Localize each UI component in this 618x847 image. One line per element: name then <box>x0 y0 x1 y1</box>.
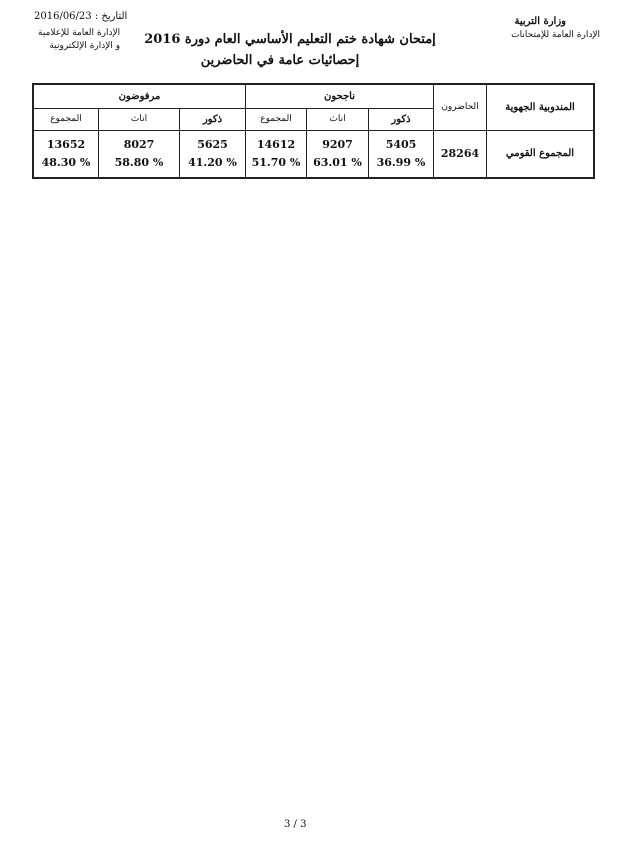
passed-female-value: 9207 <box>322 137 353 151</box>
rejected-female-header: اناث <box>99 108 180 130</box>
rejected-female-percent: 58.80 % <box>114 155 164 169</box>
rejected-group-header: مرفوضون <box>33 84 246 108</box>
table-row <box>33 130 594 178</box>
row-label-national-total: المجموع القومي <box>487 130 595 178</box>
passed-total-value: 14612 <box>256 137 296 151</box>
region-column-header: المندوبية الجهوية <box>487 84 595 130</box>
rejected-male-value: 5625 <box>197 137 228 151</box>
page-title: إمتحان شهادة ختم التعليم الأساسي العام دورة 2016 <box>144 32 436 47</box>
passed-female-cell <box>307 130 369 178</box>
rejected-female-value: 8027 <box>123 137 155 151</box>
passed-female-header: اناث <box>307 108 369 130</box>
statistics-table <box>32 83 595 179</box>
issuing-department-line2: و الإدارة الإلكترونية <box>49 41 121 51</box>
passed-female-percent: 63.01 % <box>313 155 362 169</box>
passed-group-header: ناجحون <box>246 84 434 108</box>
rejected-male-cell <box>180 130 246 178</box>
issuing-department <box>38 27 120 53</box>
rejected-total-value: 13652 <box>46 137 86 151</box>
report-date: التاريخ : 2016/06/23 <box>34 11 128 22</box>
page-number: 3 / 3 <box>284 819 307 830</box>
passed-total-percent: 51.70 % <box>251 155 301 169</box>
exams-department: الإدارة العامة للإمتحانات <box>511 30 600 40</box>
issuing-department-line1: الإدارة العامة للإعلامية <box>38 28 121 38</box>
rejected-male-header: ذكور <box>180 108 246 130</box>
passed-male-percent: 36.99 % <box>376 155 426 169</box>
rejected-male-percent: 41.20 % <box>188 155 237 169</box>
passed-male-cell <box>369 130 434 178</box>
passed-male-value: 5405 <box>385 137 417 151</box>
passed-total-cell <box>246 130 307 178</box>
rejected-total-header: المجموع <box>33 108 99 130</box>
ministry-name: وزارة التربية <box>514 16 566 27</box>
page-subtitle: إحصائيات عامة في الحاضرين <box>200 53 360 68</box>
rejected-total-cell <box>33 130 99 178</box>
present-count-cell: 28264 <box>434 130 487 178</box>
passed-male-header: ذكور <box>369 108 434 130</box>
passed-total-header: المجموع <box>246 108 307 130</box>
present-column-header: الحاضرون <box>434 84 487 130</box>
rejected-total-percent: 48.30 % <box>41 155 91 169</box>
rejected-female-cell <box>99 130 180 178</box>
